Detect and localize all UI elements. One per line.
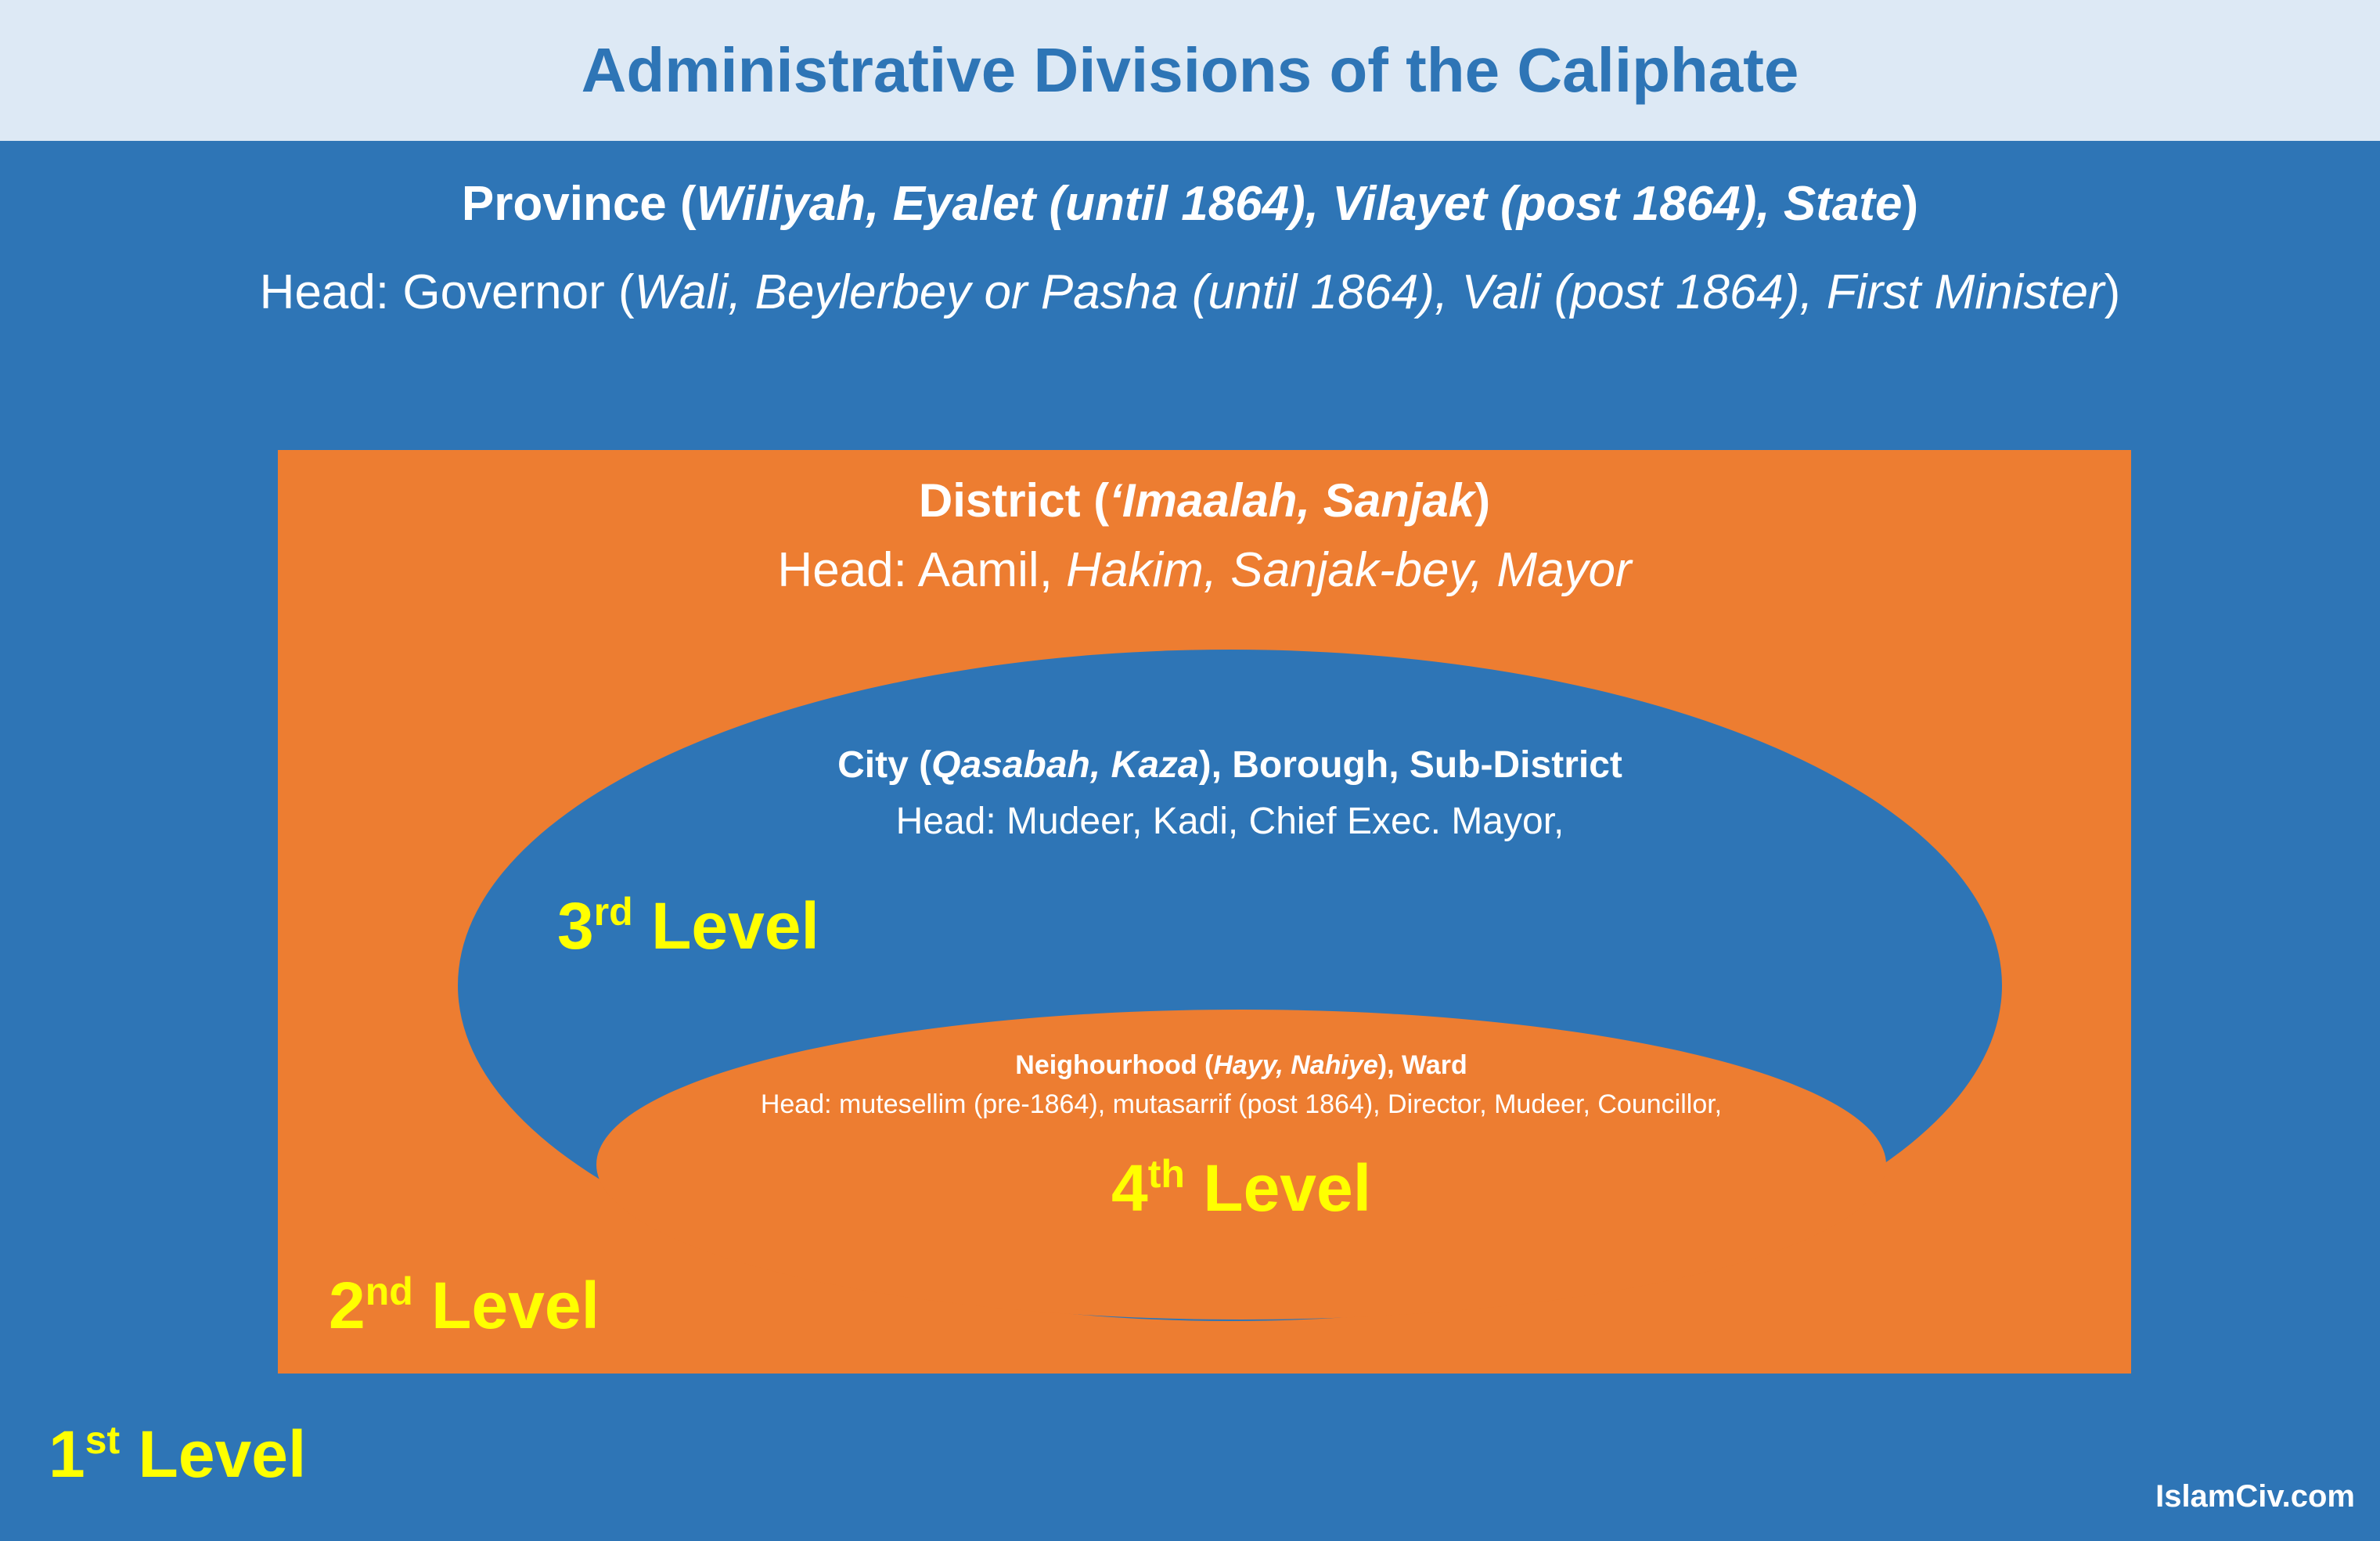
district-head: Head: Aamil, Hakim, Sanjak-bey, Mayor	[777, 543, 1632, 597]
level-3-label: 3rd Level	[557, 889, 819, 963]
source-credit: IslamCiv.com	[2155, 1479, 2355, 1514]
level-2-label: 2nd Level	[329, 1269, 600, 1342]
city-head: Head: Mudeer, Kadi, Chief Exec. Mayor,	[895, 801, 1564, 842]
neighbourhood-name: Neighourhood (Hayy, Nahiye), Ward	[1015, 1050, 1467, 1080]
province-name: Province (Wiliyah, Eyalet (until 1864), Vilayet (post 1864), State)	[461, 177, 1919, 231]
level-1-label: 1st Level	[49, 1417, 307, 1491]
province-head: Head: Governor (Wali, Beylerbey or Pasha (until 1864), Vali (post 1864), First Minister)	[259, 265, 2121, 319]
level-4-label: 4th Level	[1111, 1151, 1372, 1225]
neighbourhood-head: Head: mutesellim (pre-1864), mutasarrif (post 1864), Director, Mudeer, Councillor,	[760, 1089, 1723, 1119]
title-bar	[0, 0, 2380, 141]
city-name: City (Qasabah, Kaza), Borough, Sub-District	[837, 744, 1622, 786]
page-title: Administrative Divisions of the Caliphate	[581, 35, 1799, 105]
district-name: District (‘Imaalah, Sanjak)	[918, 474, 1491, 527]
